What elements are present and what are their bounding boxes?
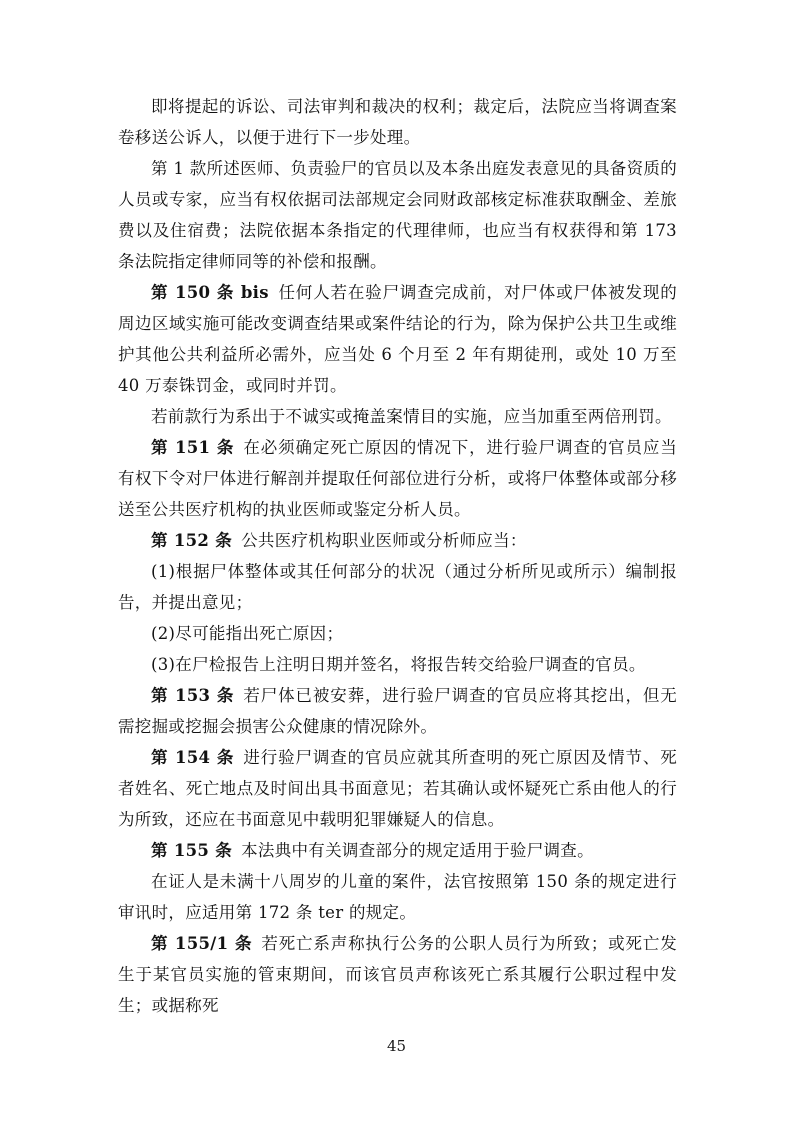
paragraph-text: (1)根据尸体整体或其任何部分的状况（通过分析所见或所示）编制报告，并提出意见；	[118, 562, 677, 612]
paragraph	[118, 556, 677, 618]
paragraph-text: (3)在尸检报告上注明日期并签名，将报告转交给验尸调查的官员。	[151, 655, 646, 674]
paragraph-text: 在必须确定死亡原因的情况下，进行验尸调查的官员应当有权下令对尸体进行解剖并提取任何部位进行分析，或将尸体整体或部分移送至公共医疗机构的执业医师或鉴定分析人员。	[118, 438, 678, 519]
paragraph	[118, 742, 677, 835]
paragraph	[118, 866, 677, 928]
paragraph	[118, 618, 677, 649]
paragraph-text: 若死亡系声称执行公务的公职人员行为所致；或死亡发生于某官员实施的管束期间，而该官员声称该死亡系其履行公职过程中发生；或据称死	[118, 934, 678, 1015]
paragraph-text: 若前款行为系出于不诚实或掩盖案情目的实施，应当加重至两倍刑罚。	[151, 407, 672, 426]
article-number: 第 150 条 bis	[151, 283, 269, 302]
paragraph-text: (2)尽可能指出死亡原因；	[151, 624, 344, 643]
paragraph	[118, 525, 677, 556]
paragraph-text: 若尸体已被安葬，进行验尸调查的官员应将其挖出，但无需挖掘或挖掘会损害公众健康的情况除外。	[118, 686, 678, 736]
paragraph	[118, 928, 677, 1021]
article-number: 第 151 条	[151, 438, 235, 457]
paragraph-text: 任何人若在验尸调查完成前，对尸体或尸体被发现的周边区域实施可能改变调查结果或案件结论的行为，除为保护公共卫生或维护其他公共利益所必需外，应当处 6 个月至 2 年有期徒刑，或处 10 万至 40 万泰铢罚金，或同时并罚。	[118, 283, 677, 395]
article-number: 第 155/1 条	[151, 934, 253, 953]
article-number: 第 155 条	[151, 841, 233, 860]
paragraph	[118, 680, 677, 742]
paragraph-text: 在证人是未满十八周岁的儿童的案件，法官按照第 150 条的规定进行审讯时，应适用第 172 条 ter 的规定。	[118, 872, 677, 922]
paragraph-text: 即将提起的诉讼、司法审判和裁决的权利；裁定后，法院应当将调查案卷移送公诉人，以便于进行下一步处理。	[118, 97, 677, 147]
article-number: 第 154 条	[151, 748, 235, 767]
page-number: 45	[386, 1037, 407, 1055]
document-body	[118, 91, 677, 1021]
paragraph-text: 进行验尸调查的官员应就其所查明的死亡原因及情节、死者姓名、死亡地点及时间出具书面意见；若其确认或怀疑死亡系由他人的行为所致，还应在书面意见中载明犯罪嫌疑人的信息。	[118, 748, 678, 829]
paragraph-text: 第 1 款所述医师、负责验尸的官员以及本条出庭发表意见的具备资质的人员或专家，应当有权依据司法部规定会同财政部核定标准获取酬金、差旅费以及住宿费；法院依据本条指定的代理律师，也应当有权获得和第 173 条法院指定律师同等的补偿和报酬。	[118, 159, 677, 271]
paragraph	[118, 153, 677, 277]
paragraph	[118, 432, 677, 525]
paragraph-text: 公共医疗机构职业医师或分析师应当：	[241, 531, 527, 550]
paragraph	[118, 277, 677, 401]
paragraph	[118, 401, 677, 432]
article-number: 第 153 条	[151, 686, 235, 705]
paragraph-text: 本法典中有关调查部分的规定适用于验尸调查。	[241, 841, 594, 860]
paragraph	[118, 835, 677, 866]
paragraph	[118, 649, 677, 680]
paragraph	[118, 91, 677, 153]
article-number: 第 152 条	[151, 531, 233, 550]
page-footer	[0, 1036, 793, 1055]
